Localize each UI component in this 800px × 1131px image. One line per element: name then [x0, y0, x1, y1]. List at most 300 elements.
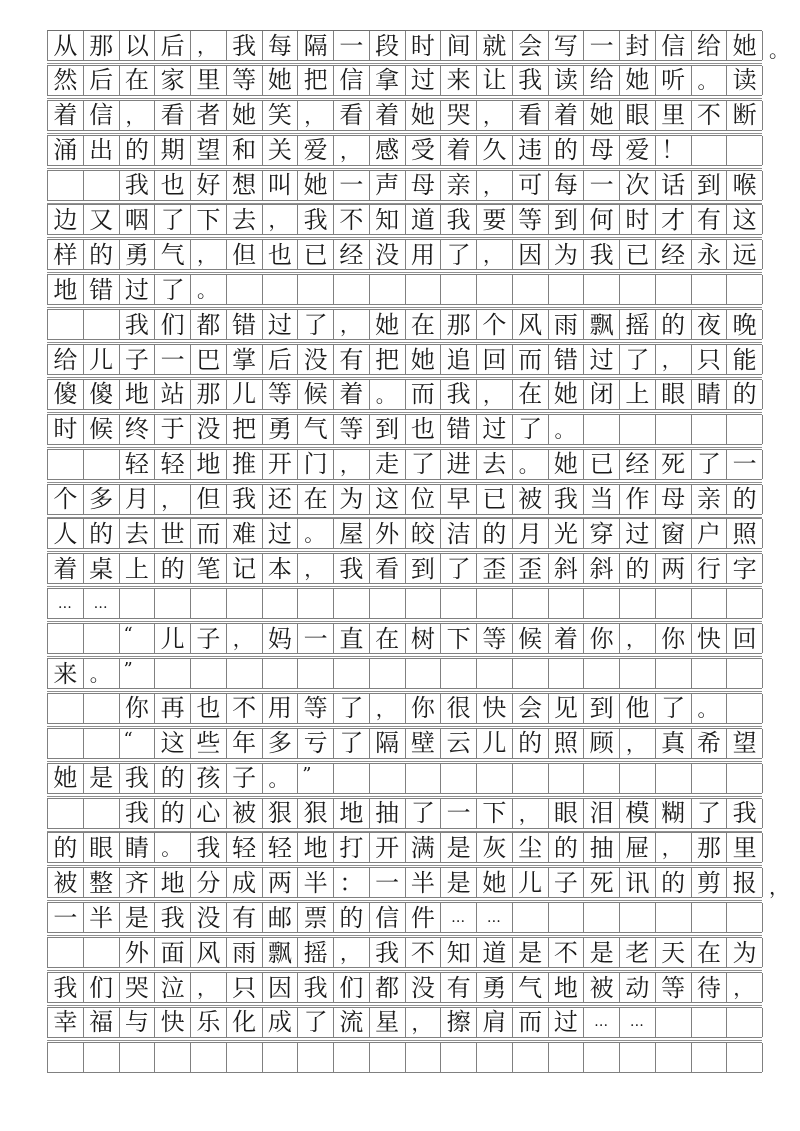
- grid-cell: 勇: [263, 415, 299, 444]
- grid-cell: 。: [263, 764, 299, 793]
- grid-cell: …: [441, 903, 477, 932]
- grid-cell: 。: [298, 519, 334, 548]
- grid-cell: 们: [84, 973, 120, 1002]
- grid-cell: 眼: [620, 101, 656, 130]
- grid-row-cells: [47, 239, 762, 270]
- grid-cell: 老: [620, 938, 656, 967]
- grid-cell: 只: [227, 973, 263, 1002]
- grid-cell-empty: [727, 764, 763, 793]
- grid-cell: 轻: [227, 833, 263, 862]
- grid-cell: 里: [727, 833, 763, 862]
- row-separator-line: [47, 237, 762, 238]
- grid-row-cells: [47, 1042, 762, 1073]
- grid-cell-empty: [620, 764, 656, 793]
- grid-cell: 了: [441, 554, 477, 583]
- grid-cell: 的: [656, 868, 692, 897]
- grid-cell: 件: [406, 903, 442, 932]
- grid-cell: …: [84, 589, 120, 618]
- grid-cell-empty: [727, 136, 763, 165]
- grid-cell-empty: [155, 1043, 191, 1072]
- grid-row-cells: [47, 658, 762, 689]
- grid-cell: 窗: [656, 519, 692, 548]
- grid-cell: 去: [227, 205, 263, 234]
- grid-cell: 是: [441, 833, 477, 862]
- grid-cell-empty: [513, 659, 549, 688]
- grid-cell: 儿: [155, 624, 191, 653]
- grid-cell: 他: [620, 694, 656, 723]
- grid-row: [47, 30, 789, 65]
- grid-cell: 轻: [263, 833, 299, 862]
- grid-cell: 也: [155, 171, 191, 200]
- grid-cell-empty: [727, 589, 763, 618]
- grid-cell-empty: [370, 1043, 406, 1072]
- grid-cell: 着: [370, 101, 406, 130]
- grid-cell: 候: [84, 415, 120, 444]
- grid-cell: 们: [155, 310, 191, 339]
- grid-cell: 眼: [549, 799, 585, 828]
- grid-cell: 没: [191, 903, 227, 932]
- grid-cell: …: [48, 589, 84, 618]
- grid-row-cells: [47, 693, 762, 724]
- grid-cell: 。: [692, 694, 728, 723]
- grid-cell: 勇: [120, 240, 156, 269]
- grid-cell: 死: [656, 450, 692, 479]
- grid-cell: 抽: [584, 833, 620, 862]
- grid-cell: ，: [620, 624, 656, 653]
- grid-cell-empty: [620, 903, 656, 932]
- grid-cell: 在: [692, 938, 728, 967]
- grid-cell: 让: [477, 66, 513, 95]
- grid-row: [47, 867, 789, 902]
- grid-cell: 是: [441, 868, 477, 897]
- grid-cell: 我: [298, 973, 334, 1002]
- grid-cell: 飘: [584, 310, 620, 339]
- grid-cell: 封: [620, 31, 656, 60]
- grid-cell-empty: [370, 764, 406, 793]
- grid-row-cells: [47, 344, 762, 375]
- grid-cell: ，: [298, 101, 334, 130]
- grid-cell: 尘: [513, 833, 549, 862]
- grid-cell: 错: [84, 275, 120, 304]
- grid-cell-empty: [263, 589, 299, 618]
- grid-cell: 月: [120, 485, 156, 514]
- grid-cell: “: [120, 624, 156, 653]
- grid-cell: 走: [370, 450, 406, 479]
- grid-cell: 儿: [84, 345, 120, 374]
- grid-cell: 把: [227, 415, 263, 444]
- grid-cell: 成: [227, 868, 263, 897]
- grid-cell: 话: [656, 171, 692, 200]
- row-separator-line: [47, 726, 762, 727]
- grid-cell: 。: [370, 380, 406, 409]
- grid-cell: 子: [549, 868, 585, 897]
- grid-cell: 给: [584, 66, 620, 95]
- grid-cell-empty: [48, 729, 84, 758]
- grid-cell: 打: [334, 833, 370, 862]
- grid-cell-empty: [477, 275, 513, 304]
- grid-cell: 等: [334, 415, 370, 444]
- grid-cell: 会: [513, 694, 549, 723]
- grid-cell: 但: [227, 240, 263, 269]
- grid-cell: 下: [477, 799, 513, 828]
- grid-cell: ，: [620, 729, 656, 758]
- grid-cell-empty: [120, 589, 156, 618]
- grid-cell: 等: [298, 694, 334, 723]
- grid-cell: 已: [584, 450, 620, 479]
- grid-cell: 有: [692, 205, 728, 234]
- grid-cell: 雨: [549, 310, 585, 339]
- grid-cell: 们: [334, 973, 370, 1002]
- grid-cell: 道: [406, 205, 442, 234]
- grid-cell-empty: [48, 799, 84, 828]
- grid-cell: 过: [263, 310, 299, 339]
- grid-cell: 不: [227, 694, 263, 723]
- grid-cell: 再: [155, 694, 191, 723]
- grid-row-cells: [47, 135, 762, 166]
- grid-cell: 然: [48, 66, 84, 95]
- grid-cell: ，: [298, 554, 334, 583]
- grid-cell: 我: [120, 799, 156, 828]
- grid-cell: 星: [370, 1008, 406, 1037]
- grid-cell: 而: [406, 380, 442, 409]
- grid-cell: 推: [227, 450, 263, 479]
- grid-cell: ，: [513, 799, 549, 828]
- grid-cell: 过: [477, 415, 513, 444]
- grid-cell-empty: [620, 589, 656, 618]
- grid-cell: 。: [549, 415, 585, 444]
- grid-cell-empty: [441, 275, 477, 304]
- grid-cell: 傻: [84, 380, 120, 409]
- grid-cell: 多: [84, 485, 120, 514]
- grid-cell: 能: [727, 345, 763, 374]
- grid-cell: ，: [477, 240, 513, 269]
- grid-cell: 壁: [406, 729, 442, 758]
- grid-cell: 有: [334, 345, 370, 374]
- grid-row-cells: [47, 588, 762, 619]
- grid-cell: 讯: [620, 868, 656, 897]
- grid-cell-empty: [549, 1043, 585, 1072]
- grid-cell: 看: [334, 101, 370, 130]
- grid-cell: 而: [513, 1008, 549, 1037]
- grid-cell-empty: [477, 1043, 513, 1072]
- grid-cell: 摇: [298, 938, 334, 967]
- grid-cell: 亲: [441, 171, 477, 200]
- grid-cell: 着: [48, 101, 84, 130]
- grid-row-cells: [47, 937, 762, 968]
- grid-cell: 涌: [48, 136, 84, 165]
- grid-cell: 了: [298, 310, 334, 339]
- grid-cell: 一: [584, 171, 620, 200]
- row-separator-line: [47, 377, 762, 378]
- grid-cell: 都: [191, 310, 227, 339]
- grid-cell: 时: [48, 415, 84, 444]
- grid-cell: 字: [727, 554, 763, 583]
- grid-cell: 去: [120, 519, 156, 548]
- grid-cell: 给: [48, 345, 84, 374]
- grid-row: [47, 658, 762, 693]
- grid-cell: ，: [227, 624, 263, 653]
- grid-cell: 肩: [477, 1008, 513, 1037]
- grid-cell: 她: [370, 310, 406, 339]
- grid-cell: 顾: [584, 729, 620, 758]
- grid-cell: 歪: [513, 554, 549, 583]
- grid-cell: …: [620, 1008, 656, 1037]
- grid-cell: 每: [549, 171, 585, 200]
- grid-cell: 齐: [120, 868, 156, 897]
- grid-row-cells: [47, 100, 762, 131]
- grid-cell: 错: [549, 345, 585, 374]
- grid-cell-empty: [620, 1043, 656, 1072]
- grid-cell: 面: [155, 938, 191, 967]
- grid-cell: 照: [549, 729, 585, 758]
- grid-cell: 隔: [298, 31, 334, 60]
- grid-cell-empty: [727, 1043, 763, 1072]
- grid-cell: 给: [692, 31, 728, 60]
- grid-cell-empty: [48, 310, 84, 339]
- grid-cell: 她: [549, 450, 585, 479]
- grid-cell: 那: [692, 833, 728, 862]
- grid-cell: 睛: [692, 380, 728, 409]
- grid-cell: 也: [191, 694, 227, 723]
- grid-cell: 到: [370, 415, 406, 444]
- grid-cell-empty: [48, 694, 84, 723]
- grid-cell: 个: [48, 485, 84, 514]
- grid-cell: 着: [334, 380, 370, 409]
- grid-cell-empty: [692, 903, 728, 932]
- grid-cell: 家: [155, 66, 191, 95]
- grid-cell: 母: [656, 485, 692, 514]
- grid-cell: 她: [584, 101, 620, 130]
- grid-cell: 进: [441, 450, 477, 479]
- grid-cell: 地: [191, 450, 227, 479]
- grid-cell: ，: [334, 310, 370, 339]
- grid-cell: 地: [48, 275, 84, 304]
- grid-cell: 叫: [263, 171, 299, 200]
- grid-cell-empty: [406, 589, 442, 618]
- grid-cell: 快: [692, 624, 728, 653]
- grid-cell: 户: [692, 519, 728, 548]
- row-separator-line: [47, 447, 762, 448]
- grid-cell: 是: [584, 938, 620, 967]
- grid-cell: 屋: [334, 519, 370, 548]
- grid-cell: 已: [620, 240, 656, 269]
- grid-cell-empty: [298, 1043, 334, 1072]
- grid-cell: 被: [48, 868, 84, 897]
- grid-cell: 写: [549, 31, 585, 60]
- grid-cell: 风: [513, 310, 549, 339]
- grid-cell-empty: [120, 1043, 156, 1072]
- grid-cell: 过: [549, 1008, 585, 1037]
- grid-cell: 地: [298, 833, 334, 862]
- grid-cell: 下: [441, 624, 477, 653]
- grid-cell: 傻: [48, 380, 84, 409]
- grid-cell: 一: [334, 171, 370, 200]
- grid-cell: 被: [584, 973, 620, 1002]
- grid-row: [47, 204, 762, 239]
- grid-cell: 的: [513, 729, 549, 758]
- grid-cell: 本: [263, 554, 299, 583]
- grid-row: [47, 414, 762, 449]
- grid-row: [47, 728, 762, 763]
- grid-cell-empty: [513, 903, 549, 932]
- grid-cell: 了: [155, 205, 191, 234]
- grid-cell: 的: [84, 519, 120, 548]
- grid-cell: 被: [227, 799, 263, 828]
- grid-cell: 气: [513, 973, 549, 1002]
- grid-cell: 等: [513, 205, 549, 234]
- grid-cell-empty: [477, 589, 513, 618]
- grid-cell-empty: [513, 275, 549, 304]
- grid-cell: ，: [191, 973, 227, 1002]
- grid-cell-empty: [584, 764, 620, 793]
- grid-cell-empty: [584, 659, 620, 688]
- grid-cell-empty: [191, 1043, 227, 1072]
- row-separator-line: [47, 796, 762, 797]
- grid-cell: 闭: [584, 380, 620, 409]
- grid-row-cells: [47, 553, 762, 584]
- grid-cell: 信: [334, 66, 370, 95]
- grid-row: [47, 763, 762, 798]
- grid-cell: 。: [191, 275, 227, 304]
- row-separator-line: [47, 307, 762, 308]
- grid-cell: 上: [120, 554, 156, 583]
- grid-cell: 报: [727, 868, 763, 897]
- grid-cell: 经: [334, 240, 370, 269]
- grid-cell: 看: [513, 101, 549, 130]
- grid-cell: 远: [727, 240, 763, 269]
- grid-cell: 的: [620, 554, 656, 583]
- row-separator-line: [47, 482, 762, 483]
- grid-cell-empty: [477, 659, 513, 688]
- grid-cell: 违: [513, 136, 549, 165]
- grid-cell-empty: [692, 275, 728, 304]
- grid-cell-empty: [513, 1043, 549, 1072]
- grid-cell: 后: [155, 31, 191, 60]
- grid-cell: 次: [620, 171, 656, 200]
- grid-cell: 我: [48, 973, 84, 1002]
- grid-cell: 不: [692, 101, 728, 130]
- grid-cell: 时: [406, 31, 442, 60]
- grid-cell: 她: [406, 101, 442, 130]
- grid-cell: ”: [120, 659, 156, 688]
- grid-cell: 你: [584, 624, 620, 653]
- grid-cell: 两: [263, 868, 299, 897]
- grid-row: [47, 274, 762, 309]
- grid-cell: 我: [120, 171, 156, 200]
- grid-cell: 信: [656, 31, 692, 60]
- grid-cell-empty: [584, 903, 620, 932]
- grid-cell-empty: [48, 1043, 84, 1072]
- grid-cell: 。: [513, 450, 549, 479]
- grid-row-cells: [47, 170, 762, 201]
- grid-cell: 外: [370, 519, 406, 548]
- row-separator-line: [47, 1005, 762, 1006]
- grid-cell: 两: [656, 554, 692, 583]
- grid-cell: 到: [406, 554, 442, 583]
- grid-cell: 要: [477, 205, 513, 234]
- row-separator-line: [47, 761, 762, 762]
- grid-cell: 希: [692, 729, 728, 758]
- grid-cell: 我: [191, 833, 227, 862]
- grid-row: [47, 65, 762, 100]
- grid-cell-empty: [549, 903, 585, 932]
- grid-cell: 云: [441, 729, 477, 758]
- grid-cell: 没: [191, 415, 227, 444]
- grid-cell: 在: [120, 66, 156, 95]
- grid-row: [47, 135, 762, 170]
- grid-cell: 了: [692, 450, 728, 479]
- grid-row-cells: [47, 518, 762, 549]
- grid-cell-empty: [84, 729, 120, 758]
- row-separator-line: [47, 621, 762, 622]
- row-separator-line: [47, 168, 762, 169]
- grid-cell-empty: [584, 1043, 620, 1072]
- grid-cell: 经: [620, 450, 656, 479]
- grid-cell-empty: [84, 171, 120, 200]
- grid-cell: 洁: [441, 519, 477, 548]
- grid-cell: 满: [406, 833, 442, 862]
- grid-cell: 已: [477, 485, 513, 514]
- grid-cell: 这: [155, 729, 191, 758]
- grid-cell: 会: [513, 31, 549, 60]
- grid-cell: 过: [406, 66, 442, 95]
- grid-cell: 记: [227, 554, 263, 583]
- grid-row-cells: [47, 867, 762, 898]
- grid-cell: 我: [441, 380, 477, 409]
- grid-cell: 你: [656, 624, 692, 653]
- grid-cell: 永: [692, 240, 728, 269]
- grid-cell: 掌: [227, 345, 263, 374]
- grid-cell: 段: [370, 31, 406, 60]
- grid-cell: 她: [48, 764, 84, 793]
- grid-row-cells: [47, 623, 762, 654]
- grid-cell-empty: [227, 659, 263, 688]
- grid-cell: ”: [298, 764, 334, 793]
- grid-cell: 都: [370, 973, 406, 1002]
- grid-cell: 等: [263, 380, 299, 409]
- grid-cell: 了: [656, 694, 692, 723]
- grid-row-cells: [47, 414, 762, 445]
- grid-cell: 摇: [620, 310, 656, 339]
- grid-cell: 久: [477, 136, 513, 165]
- grid-cell: 世: [155, 519, 191, 548]
- grid-cell: 没: [298, 345, 334, 374]
- grid-cell: 是: [513, 938, 549, 967]
- grid-cell: 半: [84, 903, 120, 932]
- grid-cell: 模: [620, 799, 656, 828]
- grid-cell: 月: [513, 519, 549, 548]
- grid-cell-empty: [692, 1043, 728, 1072]
- grid-cell: 狠: [298, 799, 334, 828]
- grid-cell: 了: [406, 799, 442, 828]
- grid-row-cells: [47, 30, 762, 61]
- grid-cell-empty: [48, 938, 84, 967]
- grid-row-cells: [47, 763, 762, 794]
- grid-cell: 乐: [191, 1008, 227, 1037]
- grid-cell-empty: [84, 624, 120, 653]
- grid-cell-empty: [656, 659, 692, 688]
- grid-row: [47, 484, 762, 519]
- grid-cell: 终: [120, 415, 156, 444]
- row-separator-line: [47, 517, 762, 518]
- grid-cell: 的: [549, 833, 585, 862]
- grid-cell: “: [120, 729, 156, 758]
- grid-cell: 晚: [727, 310, 763, 339]
- grid-cell-empty: [549, 589, 585, 618]
- grid-cell: 是: [84, 764, 120, 793]
- grid-cell: 见: [549, 694, 585, 723]
- grid-cell-empty: [84, 799, 120, 828]
